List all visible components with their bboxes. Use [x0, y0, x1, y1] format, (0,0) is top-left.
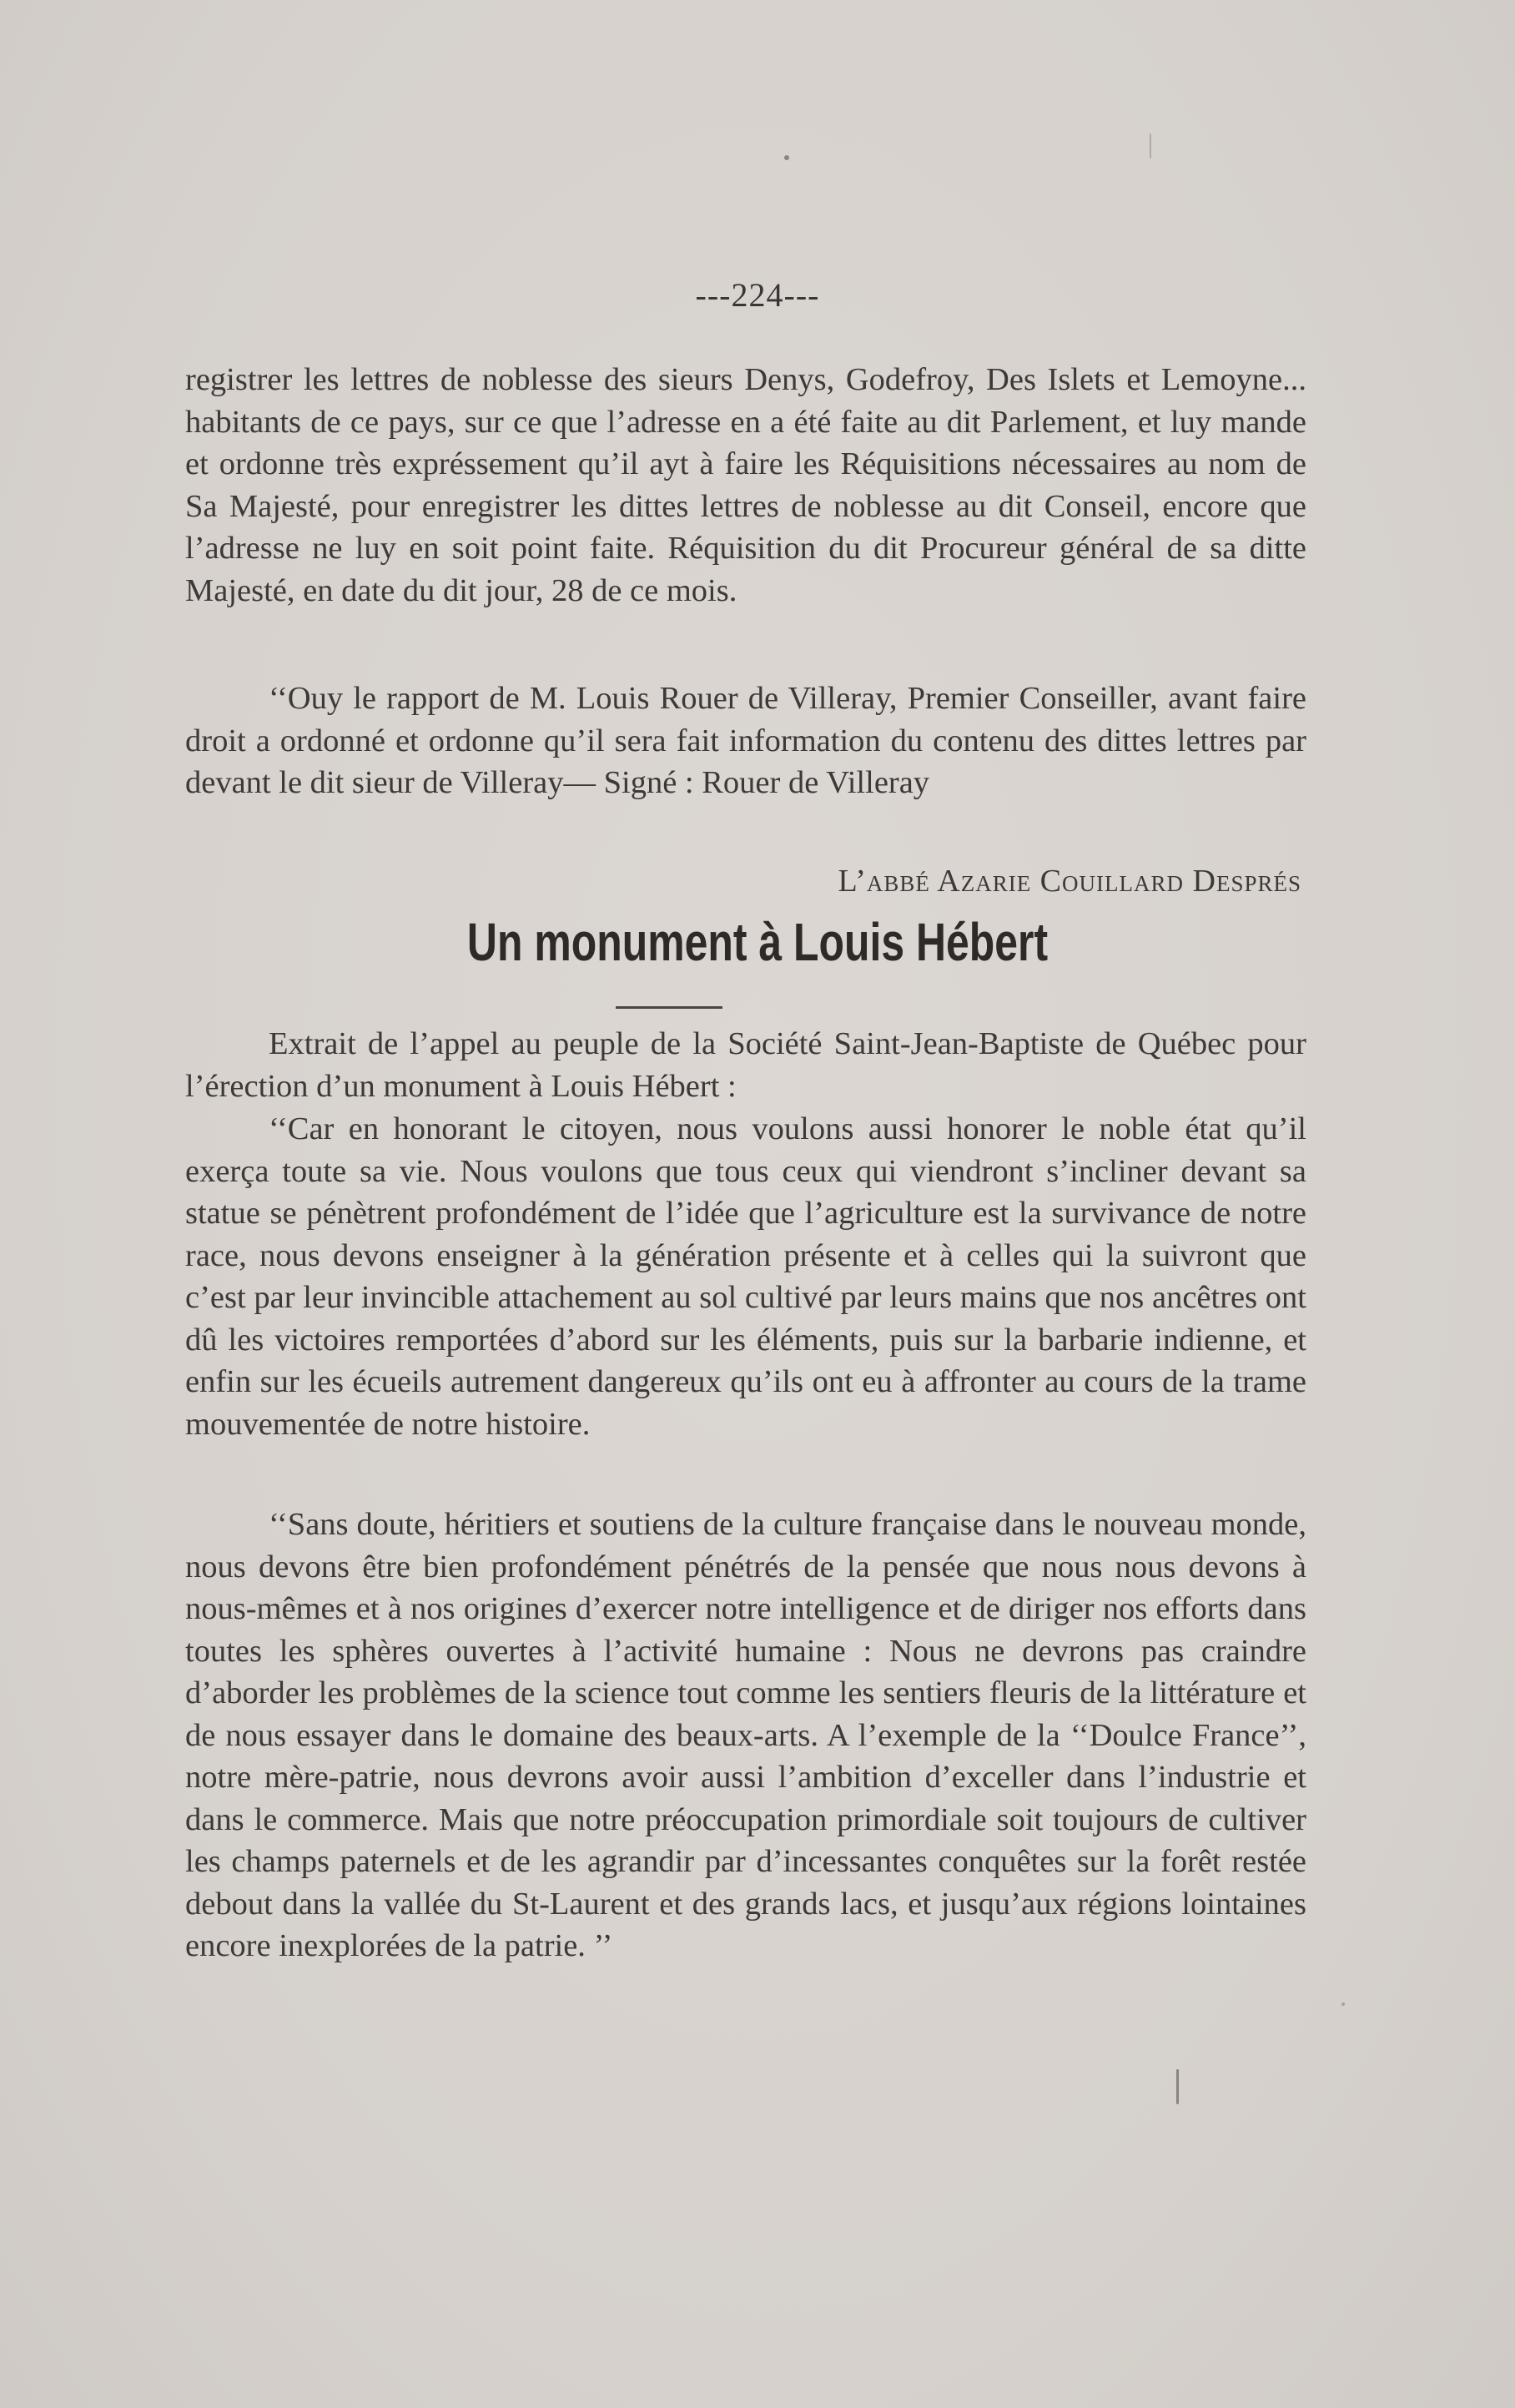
paragraph-intro [185, 1023, 1306, 1107]
paper-speck [1176, 2069, 1179, 2104]
paper-speck [784, 155, 789, 160]
paper-speck [1150, 133, 1151, 159]
paragraph-text: ‘‘Ouy le rapport de M. Louis Rouer de Villeray, Premier Conseiller, avant faire droit a ordonné et ordonne qu’il sera fait information du contenu des dittes lettres par devant le dit sieur de Villeray— Signé : Rouer de Villeray [185, 681, 1306, 800]
page-number: ---224--- [695, 276, 820, 314]
paper-speck [1341, 2002, 1345, 2006]
paragraph-report [185, 678, 1306, 804]
paragraph-text: registrer les lettres de noblesse des sieurs Denys, Godefroy, Des Islets et Lemoyne... habitants de ce pays, sur ce que l’adresse en a été faite au dit Parlement, et luy mande et ordonne très expréssement qu’il ayt à faire les Réquisitions nécessaires au nom de Sa Majesté, pour enregistrer les dittes lettres de noblesse au dit Conseil, encore que l’adresse ne luy en soit point faite. Réquisition du dit Procureur général de sa ditte Majesté, en date du dit jour, 28 de ce mois. [185, 362, 1306, 608]
paragraph-text: ‘‘Sans doute, héritiers et soutiens de la culture française dans le nouveau monde, nous devons être bien profondément pénétrés de la pensée que nous nous devons à nous-mêmes et à nos origines d’exercer notre intelligence et de diriger nos efforts dans toutes les sphères ouvertes à l’activité humaine : Nous ne devrons pas craindre d’aborder les problèmes de la science tout comme les sentiers fleuris de la littérature et de nous essayer dans le domaine des beaux-arts. A l’exemple de la ‘‘Doulce France’’, notre mère-patrie, nous devrons avoir aussi l’ambition d’exceller dans l’industrie et dans le commerce. Mais que notre préoccupation primordiale soit toujours de cultiver les champs paternels et de les agrandir par d’incessantes conquêtes sur la forêt restée debout dans la vallée du St-Laurent et des grands lacs, et jusqu’aux régions lointaines encore inexplorées de la patrie. ’’ [185, 1507, 1306, 1963]
author-signature: L’abbé Azarie Couillard Després [838, 864, 1301, 899]
paragraph-quote-2 [185, 1504, 1306, 1967]
article-title: Un monument à Louis Hébert [466, 912, 1049, 972]
paragraph-text: ‘‘Car en honorant le citoyen, nous voulons aussi honorer le noble état qu’il exerça toute sa vie. Nous voulons que tous ceux qui viendront s’incliner devant sa statue se pénètrent profondément de l’idée que l’agriculture est la survivance de notre race, nous devons enseigner à la génération présente et à celles qui la suivront que c’est par leur invincible attachement au sol cultivé par leurs mains que nos ancêtres ont dû les victoires remportées d’abord sur les éléments, puis sur la barbarie indienne, et enfin sur les écueils autrement dangereux qu’ils ont eu à affronter au cours de la trame mouvementée de notre histoire. [185, 1111, 1306, 1442]
title-divider [616, 1006, 722, 1009]
paragraph-text: Extrait de l’appel au peuple de la Société Saint-Jean-Baptiste de Québec pour l’érection d’un monument à Louis Hébert : [185, 1026, 1306, 1104]
paragraph-quote-1 [185, 1108, 1306, 1445]
paragraph-continuation [185, 359, 1306, 612]
